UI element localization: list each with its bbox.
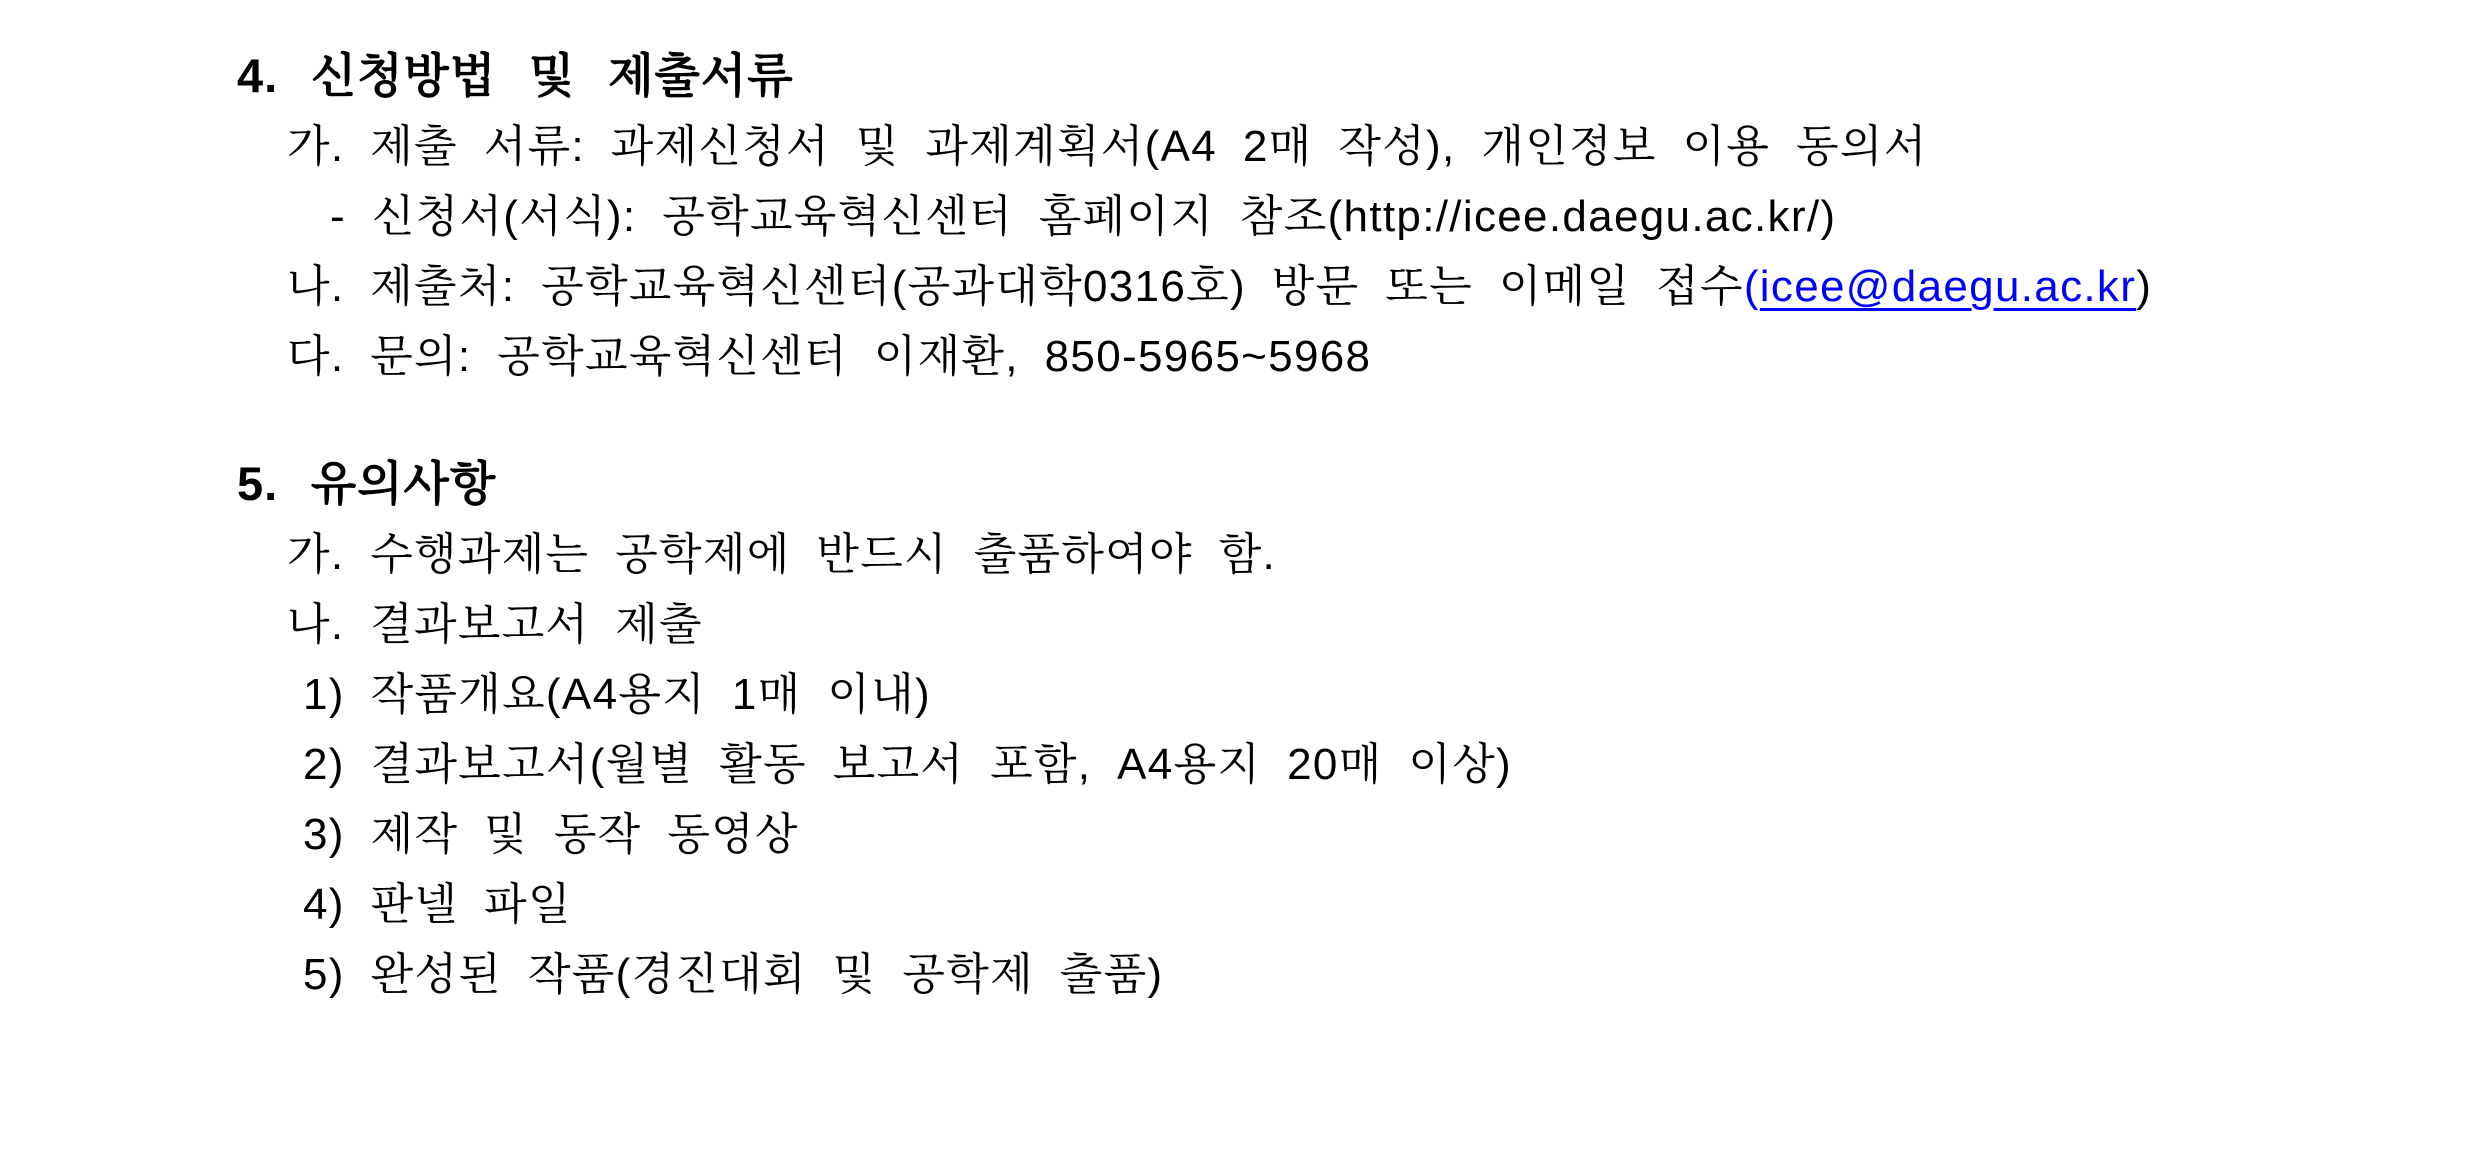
email-link-close-paren: )	[2136, 262, 2153, 311]
line-final-report-submission: 나. 결과보고서 제출	[287, 600, 703, 649]
report-item-5-completed-work: 5) 완성된 작품(경진대회 및 공학제 출품)	[303, 950, 1164, 999]
line-contact-info: 다. 문의: 공학교육혁신센터 이재환, 850-5965~5968	[287, 332, 1372, 381]
report-item-3-video: 3) 제작 및 동작 동영상	[303, 810, 799, 859]
section-4-heading: 4. 신청방법 및 제출서류	[237, 49, 794, 102]
email-link-open-paren: (	[1743, 262, 1760, 311]
report-item-2-final-report: 2) 결과보고서(월별 활동 보고서 포함, A4용지 20매 이상)	[303, 740, 1512, 789]
section-notes	[237, 448, 2152, 1010]
report-item-4-panel-file: 4) 판넬 파일	[303, 880, 572, 929]
report-item-1-overview: 1) 작품개요(A4용지 1매 이내)	[303, 670, 931, 719]
document-page	[237, 40, 2152, 1010]
line-exhibit-requirement: 가. 수행과제는 공학제에 반드시 출품하여야 함.	[287, 530, 1277, 579]
line-submit-documents: 가. 제출 서류: 과제신청서 및 과제계획서(A4 2매 작성), 개인정보 이용 동의서	[287, 122, 1928, 171]
section-5-heading: 5. 유의사항	[237, 457, 497, 510]
line-application-form-reference: - 신청서(서식): 공학교육혁신센터 홈페이지 참조(http://icee.daegu.ac.kr/)	[330, 192, 1837, 241]
submission-office-text: 나. 제출처: 공학교육혁신센터(공과대학0316호) 방문 또는 이메일 접수	[287, 262, 1744, 311]
section-application-method	[237, 40, 2152, 392]
email-link[interactable]: icee@daegu.ac.kr	[1759, 262, 2137, 311]
line-submission-office	[287, 252, 2152, 322]
